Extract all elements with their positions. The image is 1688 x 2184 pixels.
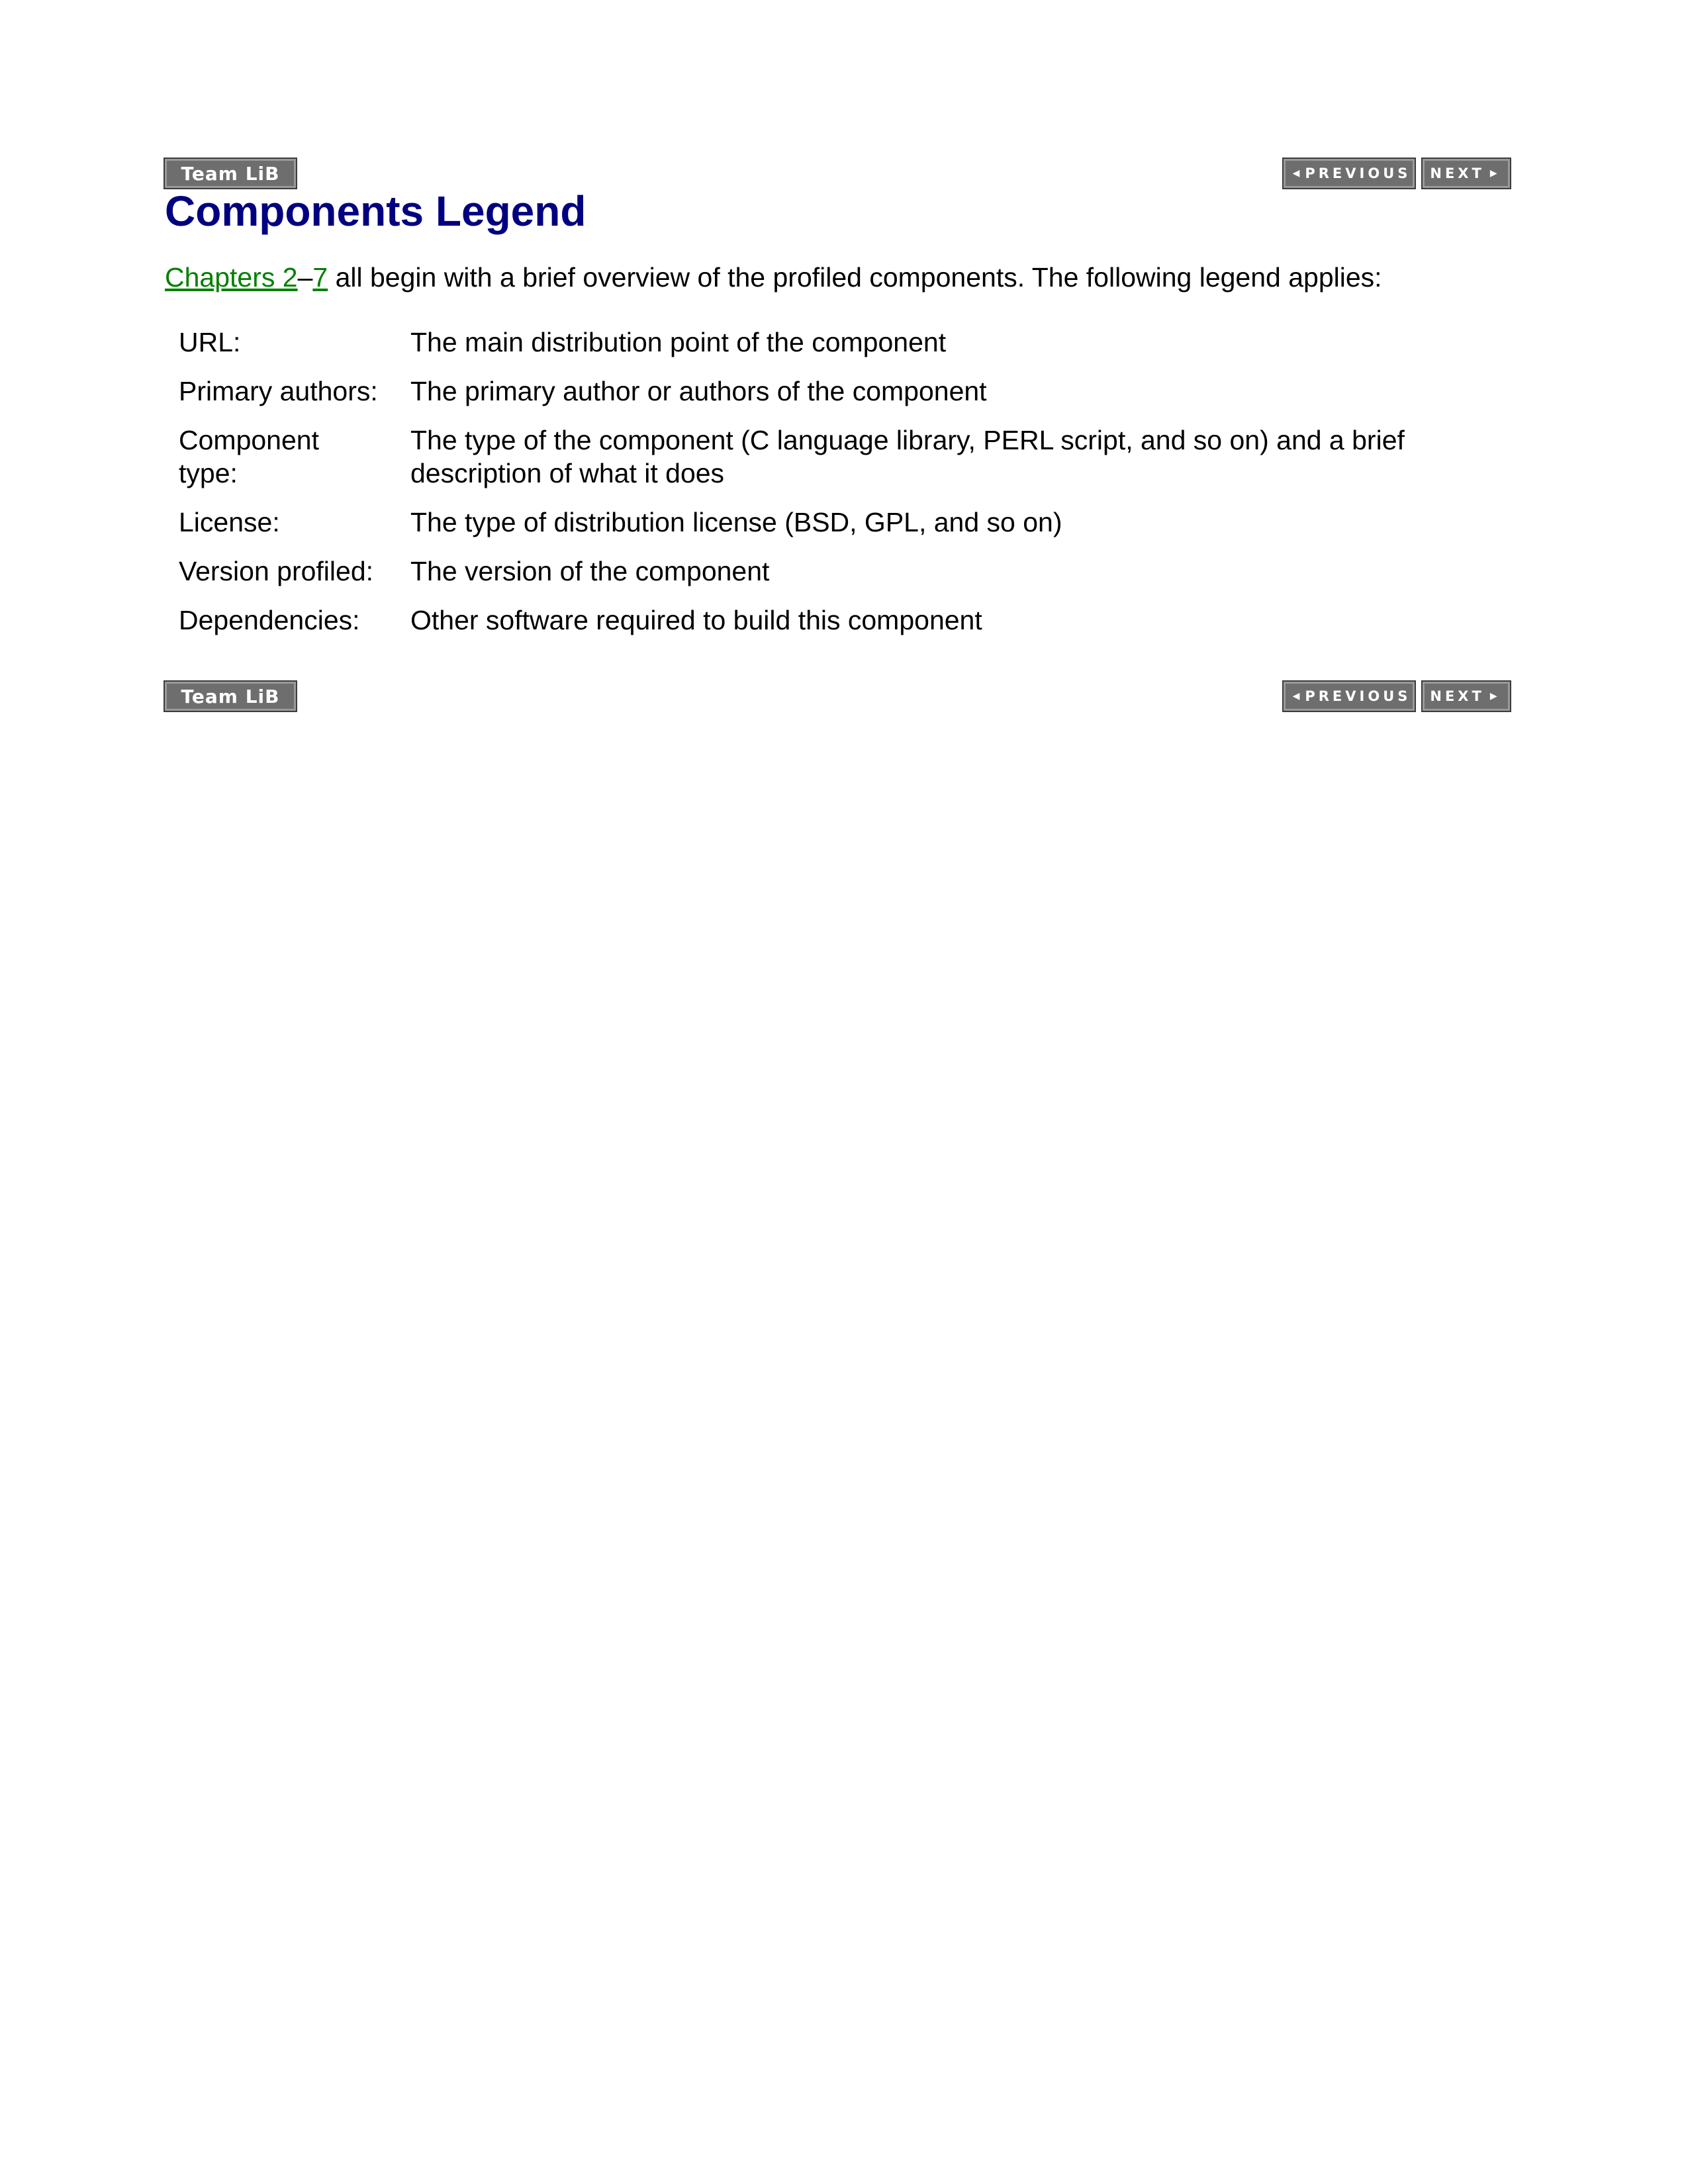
legend-definition: The type of the component (C language library, PERL script, and so on) and a brief description of what it does bbox=[410, 425, 1405, 488]
previous-label: PREVIOUS bbox=[1305, 165, 1411, 181]
intro-text: all begin with a brief overview of the profiled components. The following legend applies: bbox=[328, 262, 1382, 293]
right-triangle-icon: ▶ bbox=[1489, 168, 1497, 179]
top-navigation bbox=[165, 159, 1510, 189]
previous-button[interactable] bbox=[1284, 159, 1415, 188]
legend-term: Primary authors: bbox=[179, 376, 378, 406]
legend-row-license bbox=[165, 506, 1515, 539]
previous-label: PREVIOUS bbox=[1305, 688, 1411, 704]
intro-paragraph bbox=[165, 262, 1382, 293]
chapters-2-link[interactable]: Chapters 2 bbox=[165, 262, 298, 293]
legend-definition: The main distribution point of the component bbox=[410, 327, 947, 357]
legend-term: License: bbox=[179, 507, 280, 537]
legend-definition: The type of distribution license (BSD, GPL, and so on) bbox=[410, 507, 1062, 537]
legend-row-primary-authors bbox=[165, 375, 1515, 408]
next-label: NEXT bbox=[1430, 688, 1485, 704]
legend-term: URL: bbox=[179, 327, 241, 357]
next-button[interactable] bbox=[1423, 682, 1510, 711]
page-title: Components Legend bbox=[165, 187, 586, 235]
left-triangle-icon: ◀ bbox=[1292, 168, 1300, 179]
legend-row-version-profiled bbox=[165, 555, 1515, 588]
legend-table bbox=[165, 326, 1515, 653]
team-lib-button[interactable] bbox=[165, 159, 296, 188]
team-lib-label: Team LiB bbox=[181, 685, 280, 707]
legend-term: Component type: bbox=[179, 425, 319, 488]
legend-definition: The primary author or authors of the component bbox=[410, 376, 987, 406]
legend-row-dependencies bbox=[165, 604, 1515, 637]
team-lib-label: Team LiB bbox=[181, 162, 280, 185]
legend-definition: The version of the component bbox=[410, 556, 770, 586]
legend-row-url bbox=[165, 326, 1515, 359]
previous-button[interactable] bbox=[1284, 682, 1415, 711]
team-lib-button[interactable] bbox=[165, 682, 296, 711]
bottom-navigation bbox=[165, 682, 1510, 712]
legend-term: Version profiled: bbox=[179, 556, 374, 586]
chapter-7-link[interactable]: 7 bbox=[312, 262, 328, 293]
left-triangle-icon: ◀ bbox=[1292, 691, 1300, 702]
legend-definition: Other software required to build this component bbox=[410, 605, 982, 635]
legend-term: Dependencies: bbox=[179, 605, 360, 635]
right-triangle-icon: ▶ bbox=[1489, 691, 1497, 702]
legend-row-component-type bbox=[165, 424, 1515, 490]
range-dash: – bbox=[297, 262, 313, 293]
next-label: NEXT bbox=[1430, 165, 1485, 181]
next-button[interactable] bbox=[1423, 159, 1510, 188]
